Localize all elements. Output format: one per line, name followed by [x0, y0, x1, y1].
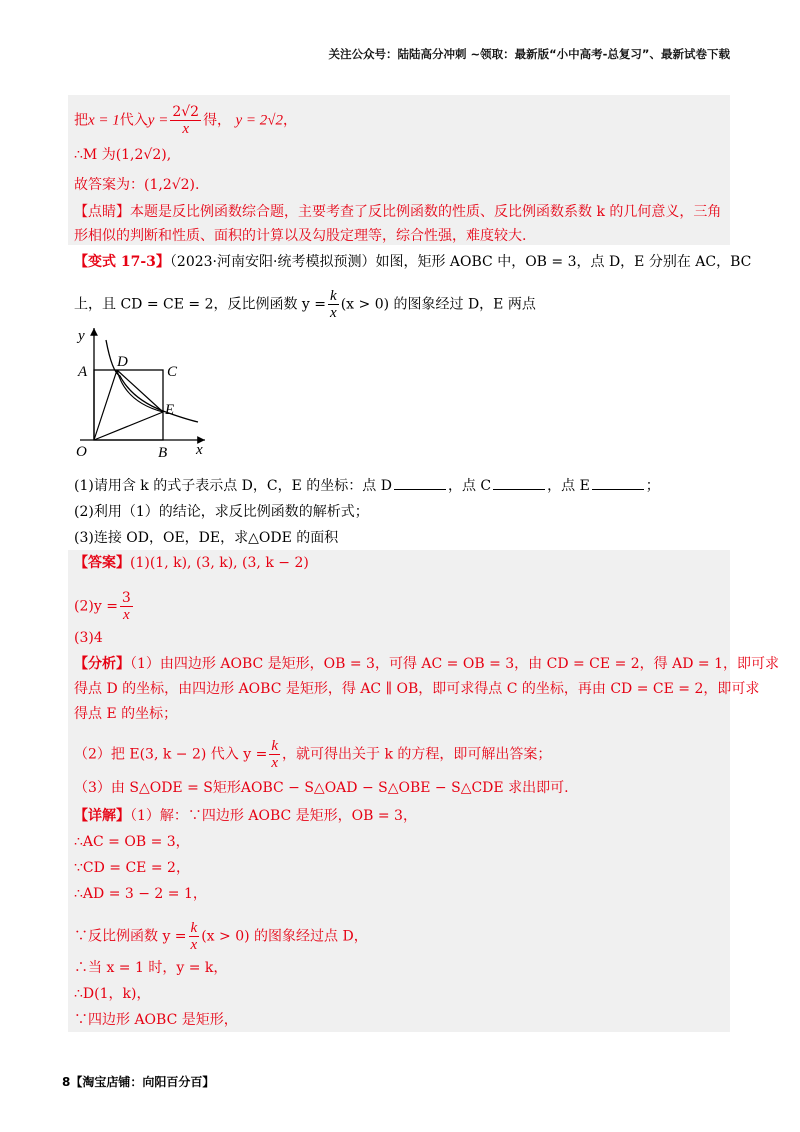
blank-e [592, 477, 644, 490]
problem-line-1: 【变式 17-3】（2023·河南安阳·统考模拟预测）如图，矩形 AOBC 中，OB = 3，点 D，E 分别在 AC，BC [74, 254, 752, 270]
page-footer: 8【淘宝店铺：向阳百分百】 [62, 1075, 215, 1089]
analysis-line-3: 得点 E 的坐标； [74, 706, 178, 722]
answer-1: 【答案】(1)(1, k), (3, k), (3, k − 2) [74, 555, 309, 571]
analysis-line-2: 得点 D 的坐标，由四边形 AOBC 是矩形，得 AC ∥ OB，即可求得点 C 的坐标，再由 CD = CE = 2，即可求 [74, 681, 760, 697]
answer-2: (2)y = $\frac{3}{x}$ [74, 590, 131, 623]
label-x: x [196, 442, 203, 458]
label-c: C [167, 364, 178, 380]
substitution-line: 把x = 1代入y = $\frac{2√2}{x}$ 得， y = 2√2， [74, 104, 298, 137]
detail-line-3: ∵CD = CE = 2， [74, 860, 190, 876]
blank-d [394, 477, 446, 490]
segment-oe [94, 412, 163, 440]
answer-3: (3)4 [74, 630, 103, 646]
fraction-k-over-x-detail: $\frac{k}{x}$ [190, 920, 198, 953]
answer-line: 故答案为：(1,2√2). [74, 177, 200, 193]
analysis-line-4: （2）把 E(3, k − 2) 代入 y = $\frac{k}{x}$ ，就可得出关于 k 的方程，即可解出答案； [74, 738, 552, 771]
point-m-line: ∴M 为(1,2√2), [74, 147, 172, 163]
comment-line-1: 【点睛】本题是反比例函数综合题，主要考查了反比例函数的性质、反比例函数系数 k 的几何意义，三角 [74, 204, 722, 220]
fraction-k-over-x: $\frac{k}{x}$ [330, 288, 337, 321]
detail-line-8: ∵四边形 AOBC 是矩形， [74, 1012, 238, 1028]
page-header: 关注公众号：陆陆高分冲刺 ~领取：最新版“小中高考-总复习”、最新试卷下载 [328, 47, 730, 61]
analysis-line-5: （3）由 S△ODE = S矩形AOBC − S△OAD − S△OBE − S△CDE 求出即可. [74, 780, 569, 796]
fraction-k-over-x-analysis: $\frac{k}{x}$ [271, 738, 278, 771]
detail-line-7: ∴D(1，k)， [74, 986, 151, 1002]
question-3: (3)连接 OD，OE，DE，求△ODE 的面积 [74, 530, 339, 546]
comment-line-2: 形相似的判断和性质、面积的计算以及勾股定理等，综合性强，难度较大. [74, 228, 527, 244]
label-o: O [76, 444, 87, 460]
fraction-3-over-x: $\frac{3}{x}$ [121, 590, 131, 623]
detail-line-5: ∵反比例函数 y = $\frac{k}{x}$ (x > 0) 的图象经过点 D， [74, 920, 368, 953]
fraction-2sqrt2-over-x: $\frac{2√2}{x}$ [172, 104, 200, 137]
detail-line-1: 【详解】（1）解：∵四边形 AOBC 是矩形，OB = 3， [74, 808, 417, 824]
analysis-line-1: 【分析】（1）由四边形 AOBC 是矩形，OB = 3，可得 AC = OB = 3，由 CD = CE = 2，得 AD = 1，即可求 [74, 656, 779, 672]
problem-line-2: 上，且 CD = CE = 2，反比例函数 y = $\frac{k}{x}$ (x > 0) 的图象经过 D，E 两点 [74, 288, 536, 321]
geometry-figure [70, 322, 220, 467]
blank-c [493, 477, 545, 490]
segment-od [94, 370, 117, 440]
label-y: y [78, 328, 85, 344]
question-2: (2)利用（1）的结论，求反比例函数的解析式； [74, 504, 369, 520]
label-a: A [78, 364, 88, 380]
label-b: B [158, 445, 168, 461]
segment-de [117, 370, 163, 412]
hyperbola-curve [106, 340, 198, 422]
question-1: (1)请用含 k 的式子表示点 D，C，E 的坐标：点 D ，点 C ，点 E ； [74, 478, 660, 494]
detail-line-4: ∴AD = 3 − 2 = 1， [74, 886, 207, 902]
label-e: E [165, 402, 175, 418]
label-d: D [117, 354, 128, 370]
detail-line-6: ∴当 x = 1 时，y = k， [74, 960, 228, 976]
detail-line-2: ∴AC = OB = 3， [74, 834, 190, 850]
